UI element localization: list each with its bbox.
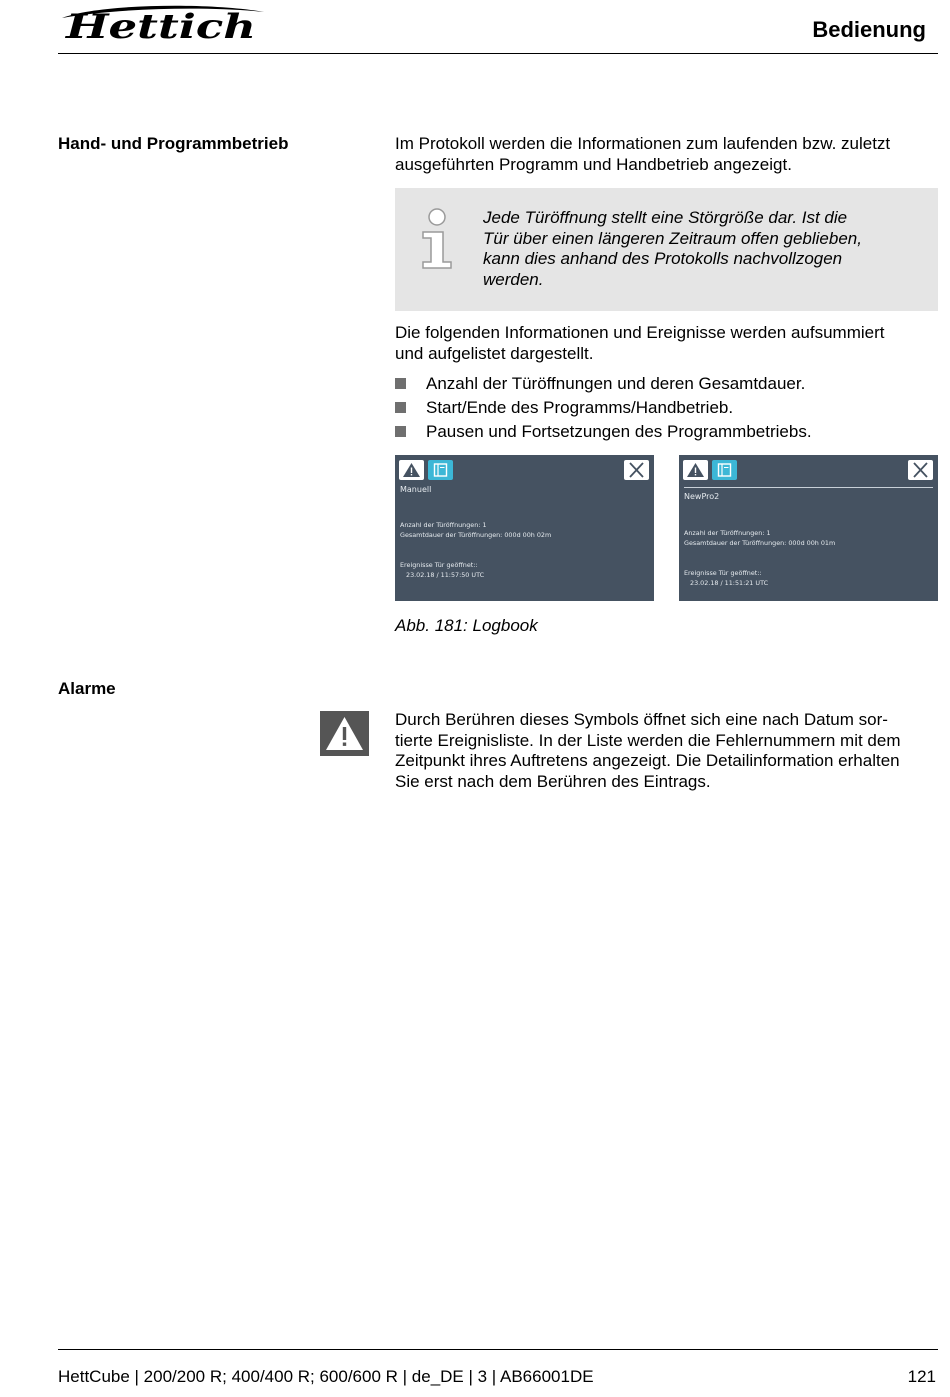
alarm-line: Durch Berühren dieses Symbols öffnet sich eine nach Datum sor- <box>395 710 888 729</box>
bullet-square <box>395 378 406 389</box>
log-group: Ereignisse Tür geöffnet:: 23.02.18 / 11:51:21 UTC <box>684 569 769 587</box>
summary-paragraph <box>395 323 938 364</box>
alarm-line: tierte Ereignisliste. In der Liste werden die Fehlernummern mit dem <box>395 730 901 750</box>
logbook-tab[interactable] <box>428 460 453 480</box>
note-line: werden. <box>483 269 544 289</box>
note-line: kann dies anhand des Protokolls nachvollzogen <box>483 249 843 268</box>
footer-document-info: HettCube | 200/200 R; 400/400 R; 600/600 R | de_DE | 3 | AB66001DE <box>58 1367 594 1386</box>
page-number: 121 <box>907 1367 936 1386</box>
close-button[interactable] <box>908 460 933 480</box>
section-heading-hand-program: Hand- und Programmbetrieb <box>58 134 289 153</box>
intro-line: Im Protokoll werden die Informationen zum laufenden bzw. zuletzt <box>395 134 891 153</box>
list-item: Anzahl der Türöffnungen und deren Gesamtdauer. <box>395 374 938 398</box>
screen-title: NewPro2 <box>684 492 720 501</box>
figure-caption: Abb. 181: Logbook <box>395 616 538 635</box>
warning-tab[interactable] <box>683 460 708 480</box>
logbook-screen-program <box>679 455 938 601</box>
log-group: Anzahl der Türöffnungen: 1 Gesamtdauer der Türöffnungen: 000d 00h 02m <box>400 521 552 539</box>
summary-line: und aufgelistet dargestellt. <box>395 343 594 363</box>
book-icon <box>712 460 737 480</box>
section-heading-alarms: Alarme <box>58 679 116 698</box>
screen-log-entries <box>400 502 551 601</box>
warning-icon <box>399 460 424 480</box>
log-group: Ereignisse Tür geöffnet:: 23.02.18 / 11:57:50 UTC <box>400 561 485 579</box>
bullet-list <box>395 374 938 446</box>
intro-line: ausgeführten Programm und Handbetrieb angezeigt. <box>395 154 792 174</box>
svg-text:Hettich: Hettich <box>64 7 256 42</box>
summary-line: Die folgenden Informationen und Ereignisse werden aufsummiert <box>395 323 885 342</box>
hettich-logo <box>58 2 268 42</box>
warning-icon <box>683 460 708 480</box>
note-line: Tür über einen längeren Zeitraum offen geblieben, <box>483 228 862 248</box>
close-button[interactable] <box>624 460 649 480</box>
screen-log-entries <box>684 510 835 601</box>
close-icon <box>908 460 933 480</box>
screen-title: Manuell <box>400 485 432 494</box>
logbook-tab[interactable] <box>712 460 737 480</box>
bullet-square <box>395 426 406 437</box>
close-icon <box>624 460 649 480</box>
book-icon <box>428 460 453 480</box>
intro-paragraph <box>395 134 938 175</box>
log-group: Anzahl der Türöffnungen: 1 Gesamtdauer der Türöffnungen: 000d 00h 01m <box>684 529 836 547</box>
alarm-paragraph <box>395 710 938 792</box>
warning-icon <box>320 711 369 756</box>
note-line: Jede Türöffnung stellt eine Störgröße dar. Ist die <box>483 208 848 227</box>
page-header <box>58 0 938 54</box>
alarm-line: Zeitpunkt ihres Auftretens angezeigt. Die Detailinformation erhalten <box>395 751 900 770</box>
alarm-line: Sie erst nach dem Berühren des Eintrags. <box>395 771 711 791</box>
info-note-text <box>483 208 913 290</box>
logbook-screen-manual <box>395 455 654 601</box>
warning-tab[interactable] <box>399 460 424 480</box>
list-item: Pausen und Fortsetzungen des Programmbetriebs. <box>395 422 938 446</box>
page-title: Bedienung <box>812 17 926 42</box>
screen-divider <box>684 487 933 488</box>
page-footer <box>58 1349 938 1386</box>
bullet-square <box>395 402 406 413</box>
list-item: Start/Ende des Programms/Handbetrieb. <box>395 398 938 422</box>
info-note <box>395 188 938 311</box>
info-icon <box>417 208 457 270</box>
